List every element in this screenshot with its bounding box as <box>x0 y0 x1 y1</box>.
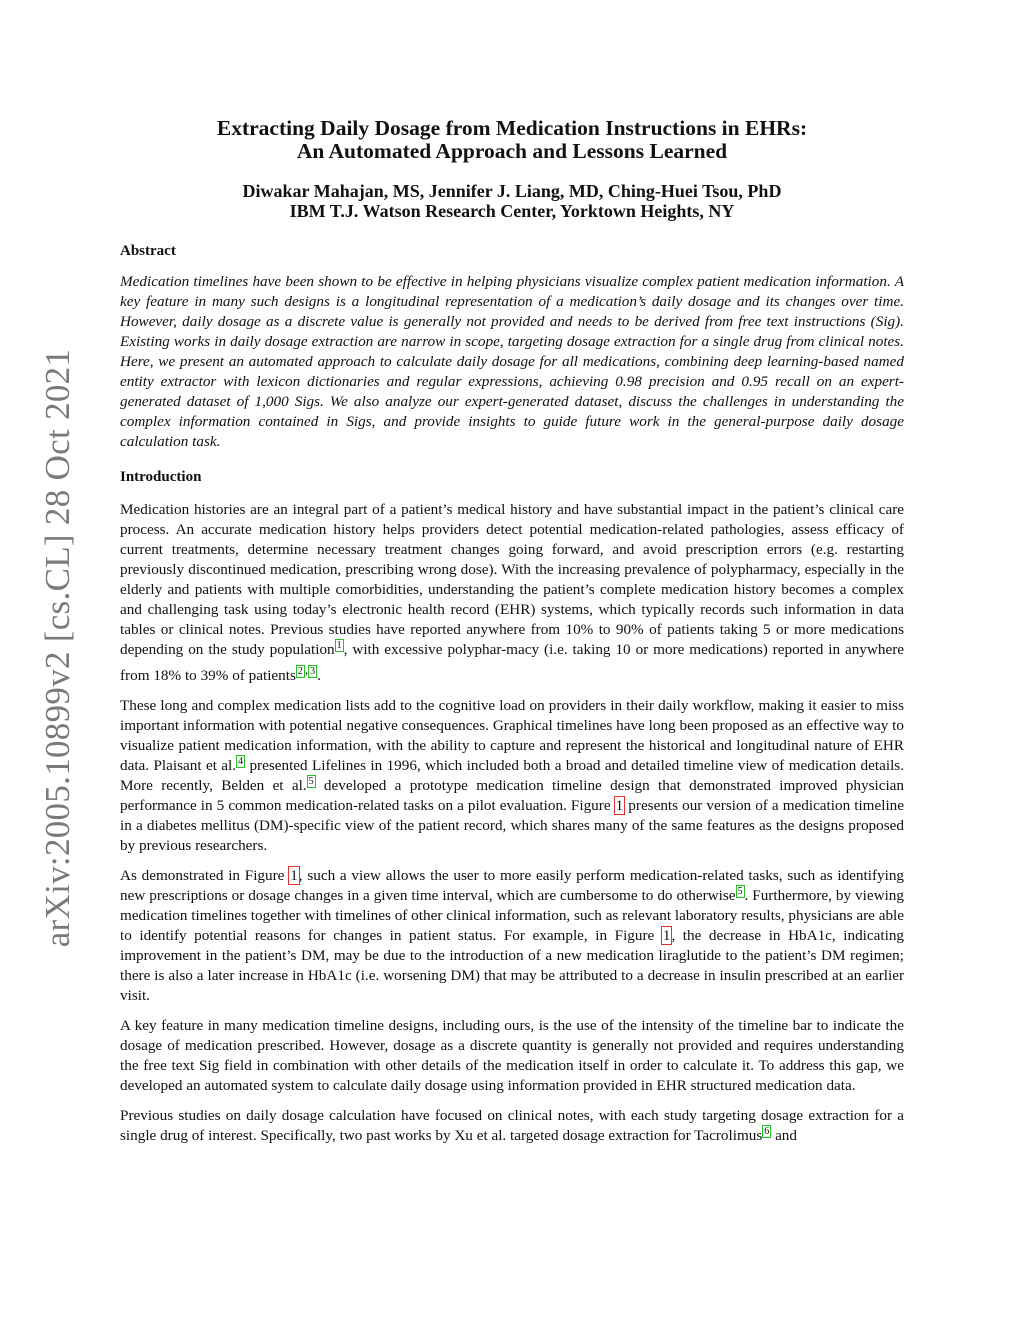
author-block <box>120 181 904 221</box>
citation-4[interactable]: 4 <box>238 756 244 767</box>
arxiv-stamp <box>28 348 88 948</box>
paragraph-4: A key feature in many medication timeline designs, including ours, is the use of the intensity of the timeline bar to indicate the dosage of medication prescribed. However, dosage as a discrete quantity is generally not provided and requires understanding the free text Sig field in combination with other details of the medication itself in order to calculate it. To address this gap, we developed an automated system to calculate daily dosage using information provided in EHR structured medication data. <box>120 1017 904 1095</box>
citation-separator: , <box>304 663 309 677</box>
figure-link-2[interactable]: 1 <box>290 867 298 885</box>
introduction-heading: Introduction <box>120 469 202 485</box>
abstract-heading: Abstract <box>120 243 176 259</box>
citation-1[interactable]: 1 <box>336 639 342 651</box>
arxiv-stamp-text: arXiv:2005.10899v2 [cs.CL] 28 Oct 2021 <box>38 348 77 948</box>
paper-title <box>120 117 904 163</box>
citation-5[interactable]: 5 <box>308 776 314 787</box>
p2-text-d: presents our version of a medication timeline in a diabetes mellitus (DM)-specific view of the patient record, which shares many of the same features as the designs proposed by previous researchers. <box>120 797 904 855</box>
figure-link-3[interactable]: 1 <box>662 927 671 945</box>
p2-text-c: developed a prototype medication timeline design that demonstrated improved physician performance in 5 common medication-related tasks on a pilot evaluation. Figure <box>120 777 904 815</box>
p5-text-a: Previous studies on daily dosage calculation have focused on clinical notes, with each study targeting dosage extraction for a single drug of interest. Specifically, two past works by Xu et al. targeted dosage extraction for Tacrolimus <box>120 1107 904 1145</box>
citation-5-second[interactable]: 5 <box>737 886 743 897</box>
paragraph-1 <box>120 500 904 686</box>
p3-text-a: As demonstrated in Figure <box>120 867 290 885</box>
paragraph-3 <box>120 866 904 1006</box>
citation-2[interactable]: 2 <box>297 666 303 677</box>
introduction-body <box>120 500 904 1156</box>
paragraph-2 <box>120 696 904 856</box>
p1-text-c: . <box>317 667 321 685</box>
p2-text-a: These long and complex medication lists add to the cognitive load on providers in their daily workflow, making it easier to miss important information with potential negative consequences. Graphical timelines have long been proposed as an effective way to visualize patient medication information, with the ability to capture and represent the historical and longitudinal nature of EHR data. Plaisant et al. <box>120 697 904 775</box>
title-line-1: Extracting Daily Dosage from Medication Instructions in EHRs: <box>216 116 808 140</box>
paragraph-5 <box>120 1106 904 1146</box>
title-line-2: An Automated Approach and Lessons Learned <box>296 139 728 163</box>
p5-text-b: and <box>771 1127 797 1145</box>
p1-text-a: Medication histories are an integral part of a patient’s medical history and have substantial impact in the patient’s clinical care process. An accurate medication history helps providers detect potential medication-related pathologies, assess efficacy of current treatments, determine necessary treatment changes going forward, and avoid prescription errors (e.g. restarting previously discontinued medication, prescribing wrong dose). With the increasing prevalence of polypharmacy, especially in the elderly and patients with multiple comorbidities, understanding the patient’s complete medication history becomes a complex and challenging task using today’s electronic health record (EHR) systems, which typically records such information in data tables or clinical notes. Previous studies have reported anywhere from 10% to 90% of patients taking 5 or more medications depending on the study population <box>120 501 904 658</box>
p2-text-b: presented Lifelines in 1996, which included both a broad and detailed timeline view of medication details. More recently, Belden et al. <box>120 757 904 795</box>
citation-6[interactable]: 6 <box>764 1126 770 1137</box>
p3-text-c: . Furthermore, by viewing medication timelines together with timelines of other clinical information, such as relevant laboratory results, physicians are able to identify potential reasons for changes in patient status. For example, in Figure <box>120 887 904 945</box>
p1-text-b: , with excessive polyphar-macy (i.e. taking 10 or more medications) reported in anywhere from 18% to 39% of patients <box>120 641 904 685</box>
author-names: Diwakar Mahajan, MS, Jennifer J. Liang, MD, Ching-Huei Tsou, PhD <box>242 181 782 201</box>
abstract-text: Medication timelines have been shown to be effective in helping physicians visualize complex patient medication information. A key feature in many such designs is a longitudinal representation of a medication’s daily dosage and its changes over time. However, daily dosage as a discrete value is generally not provided and needs to be derived from free text instructions (Sig). Existing works in daily dosage extraction are narrow in scope, targeting dosage extraction for a single drug from clinical notes. Here, we present an automated approach to calculate daily dosage for all medications, combining deep learning-based named entity extractor with lexicon dictionaries and regular expressions, achieving 0.98 precision and 0.95 recall on an expert-generated dataset of 1,000 Sigs. We also analyze our expert-generated dataset, discuss the challenges in understanding the complex information contained in Sigs, and provide insights to guide future work in the general-purpose daily dosage calculation task. <box>120 273 904 450</box>
figure-link-1[interactable]: 1 <box>615 797 624 815</box>
p3-text-b: , such a view allows the user to more easily perform medication-related tasks, such as identifying new prescriptions or dosage changes in a given time interval, which are cumbersome to do otherwise <box>120 867 905 905</box>
p3-text-d: , the decrease in HbA1c, indicating improvement in the patient’s DM, may be due to the introduction of a new medication liraglutide to the patient’s DM regimen; there is also a later increase in HbA1c (i.e. worsening DM) that may be attributed to a decrease in insulin prescribed at an earlier visit. <box>120 927 905 1005</box>
citation-3[interactable]: 3 <box>310 666 316 677</box>
author-affiliation: IBM T.J. Watson Research Center, Yorktown Heights, NY <box>289 201 735 221</box>
